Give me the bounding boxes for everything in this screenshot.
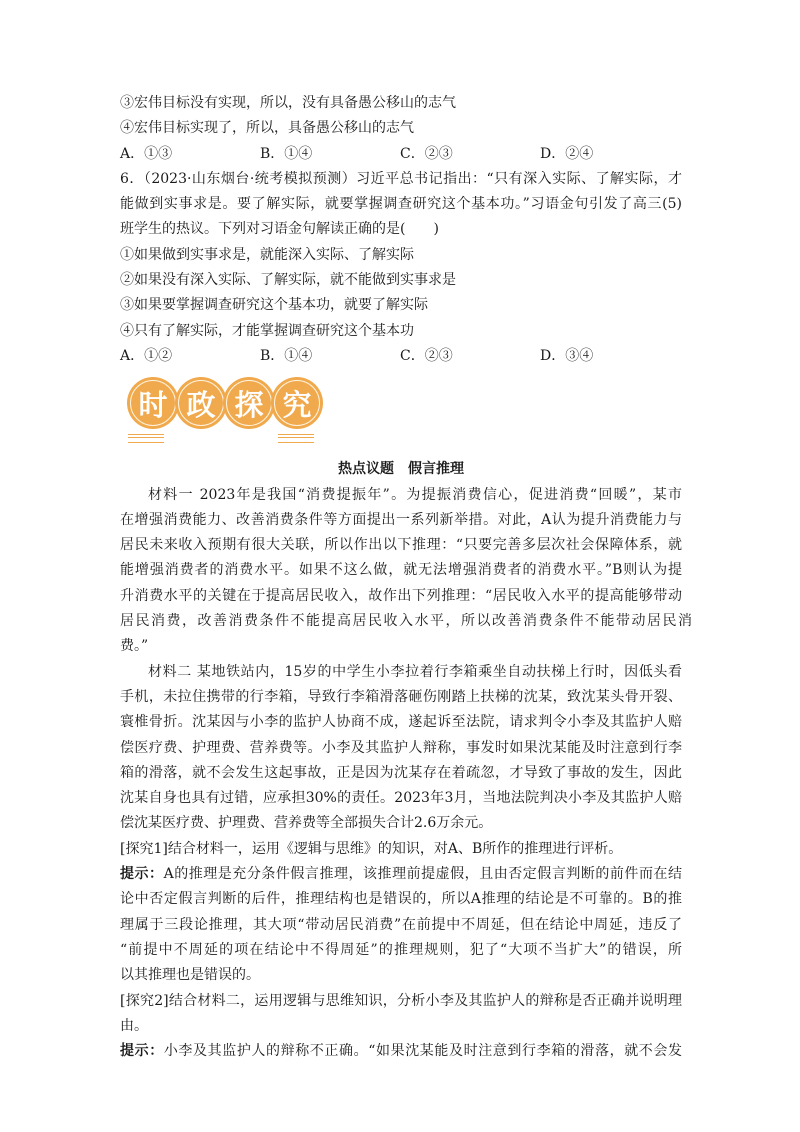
q6-option-c: C．②③	[400, 347, 453, 364]
q5-item-3: ③宏伟目标没有实现，所以，没有具备愚公移山的志气	[120, 95, 456, 111]
q6-stem-line: 6．（2023·山东烟台·统考模拟预测）习近平总书记指出：“只有深入实际、了解实际，才	[120, 170, 682, 187]
material-line: 偿医疗费、护理费、营养费等。小李及其监护人辩称，事发时如果沈某能及时注意到行李	[120, 739, 682, 756]
section-banner	[120, 377, 682, 453]
explore-2	[120, 989, 682, 1065]
hint-line: 提示：A的推理是充分条件假言推理，该推理前提虚假，且由否定假言判断的前件而在结	[120, 866, 682, 883]
material-line: 沈某自身也具有过错，应承担30%的责任。2023年3月，当地法院判决小李及其监护人赔	[120, 790, 682, 807]
hint-line: 理属于三段论推理，其大项“带动居民消费”在前提中不周延，但在结论中周延，违反了	[120, 916, 682, 933]
material-line: 偿沈某医疗费、护理费、营养费等全部损失合计2.6万余元。	[120, 815, 493, 832]
banner-stripe	[278, 434, 314, 443]
banner-circle: 政	[175, 377, 227, 429]
material-line: 能增强消费者的消费水平。如果不这么做，就无法增强消费者的消费水平。”B则认为提	[120, 562, 682, 579]
q5-item-4: ④宏伟目标实现了，所以，具备愚公移山的志气	[120, 120, 414, 137]
material-2	[120, 660, 682, 837]
q6-stem-line: 班学生的热议。下列对习语金句解读正确的是( )	[120, 221, 439, 238]
explore-question: [探究1]结合材料一，运用《逻辑与思维》的知识，对A、B所作的推理进行评析。	[120, 840, 623, 857]
q6-item-1: ①如果做到实事求是，就能深入实际、了解实际	[120, 246, 414, 263]
material-line: 手机，未拉住携带的行李箱，导致行李箱滑落砸伤刚踏上扶梯的沈某，致沈某头骨开裂、	[120, 688, 682, 705]
hint-label: 提示：	[120, 866, 164, 883]
banner-circle: 探	[223, 377, 275, 429]
q6-option-d: D．③④	[540, 347, 594, 364]
material-line: 箱的滑落，就不会发生这起事故，正是因为沈某存在着疏忽，才导致了事故的发生，因此	[120, 764, 682, 781]
q5-option-b: B．①④	[260, 145, 313, 162]
hint-line: 论中否定假言判断的后件，推理结构也是错误的，所以A推理的结论是不可靠的。B的推	[120, 891, 682, 908]
banner-circle: 究	[271, 377, 323, 429]
material-line: 在增强消费能力、改善消费条件等方面提出一系列新举措。对此，A认为提升消费能力与	[120, 511, 682, 528]
q6-option-b: B．①④	[260, 347, 313, 364]
q6-item-3: ③如果要掌握调查研究这个基本功，就要了解实际	[120, 297, 428, 314]
explore-question: 由。	[120, 1017, 148, 1034]
material-line: 寰椎骨折。沈某因与小李的监护人协商不成，遂起诉至法院，请求判令小李及其监护人赔	[120, 714, 682, 731]
material-1	[120, 483, 694, 660]
q5-option-d: D．②④	[540, 145, 594, 162]
explore-question: [探究2]结合材料二，运用逻辑与思维知识，分析小李及其监护人的辩称是否正确并说明理	[120, 992, 682, 1009]
material-line: 居民消费，改善消费条件不能提高居民收入水平，所以改善消费条件不能带动居民消	[120, 613, 694, 630]
material-line: 升消费水平的关键在于提高居民收入，故作出下列推理：“居民收入水平的提高能够带动	[120, 587, 682, 604]
hint-line: “前提中不周延的项在结论中不得周延”的推理规则，犯了“大项不当扩大”的错误，所	[120, 941, 682, 958]
q5-option-a: A．①③	[120, 145, 173, 162]
q6-stem-line: 能做到实事求是。要了解实际，就要掌握调查研究这个基本功。”习语金句引发了高三(5)	[120, 196, 682, 213]
q6-item-4: ④只有了解实际，才能掌握调查研究这个基本功	[120, 322, 414, 339]
explore-1	[120, 837, 682, 989]
material-line: 费。”	[120, 638, 149, 655]
q5-options	[120, 142, 682, 167]
hint-line: 提示：小李及其监护人的辩称不正确。“如果沈某能及时注意到行李箱的滑落，就不会发	[120, 1043, 682, 1060]
hint-label: 提示：	[120, 1043, 164, 1060]
q5-option-c: C．②③	[400, 145, 453, 162]
banner-stripe	[128, 434, 164, 443]
material-line: 材料一 2023年是我国“消费提振年”。为提振消费信心，促进消费“回暖”，某市	[148, 486, 682, 503]
document-page	[120, 91, 694, 1064]
material-line: 材料二 某地铁站内，15岁的中学生小李拉着行李箱乘坐自动扶梯上行时，因低头看	[148, 663, 682, 680]
banner-circle: 时	[127, 377, 179, 429]
material-line: 居民未来收入预期有很大关联，所以作出以下推理：“只要完善多层次社会保障体系，就	[120, 537, 682, 554]
q6-option-a: A．①②	[120, 347, 173, 364]
topic-title: 热点议题 假言推理	[338, 461, 464, 478]
q6-options	[120, 344, 682, 369]
hint-line: 以其推理也是错误的。	[120, 967, 260, 984]
q6-item-2: ②如果没有深入实际、了解实际，就不能做到实事求是	[120, 272, 456, 289]
